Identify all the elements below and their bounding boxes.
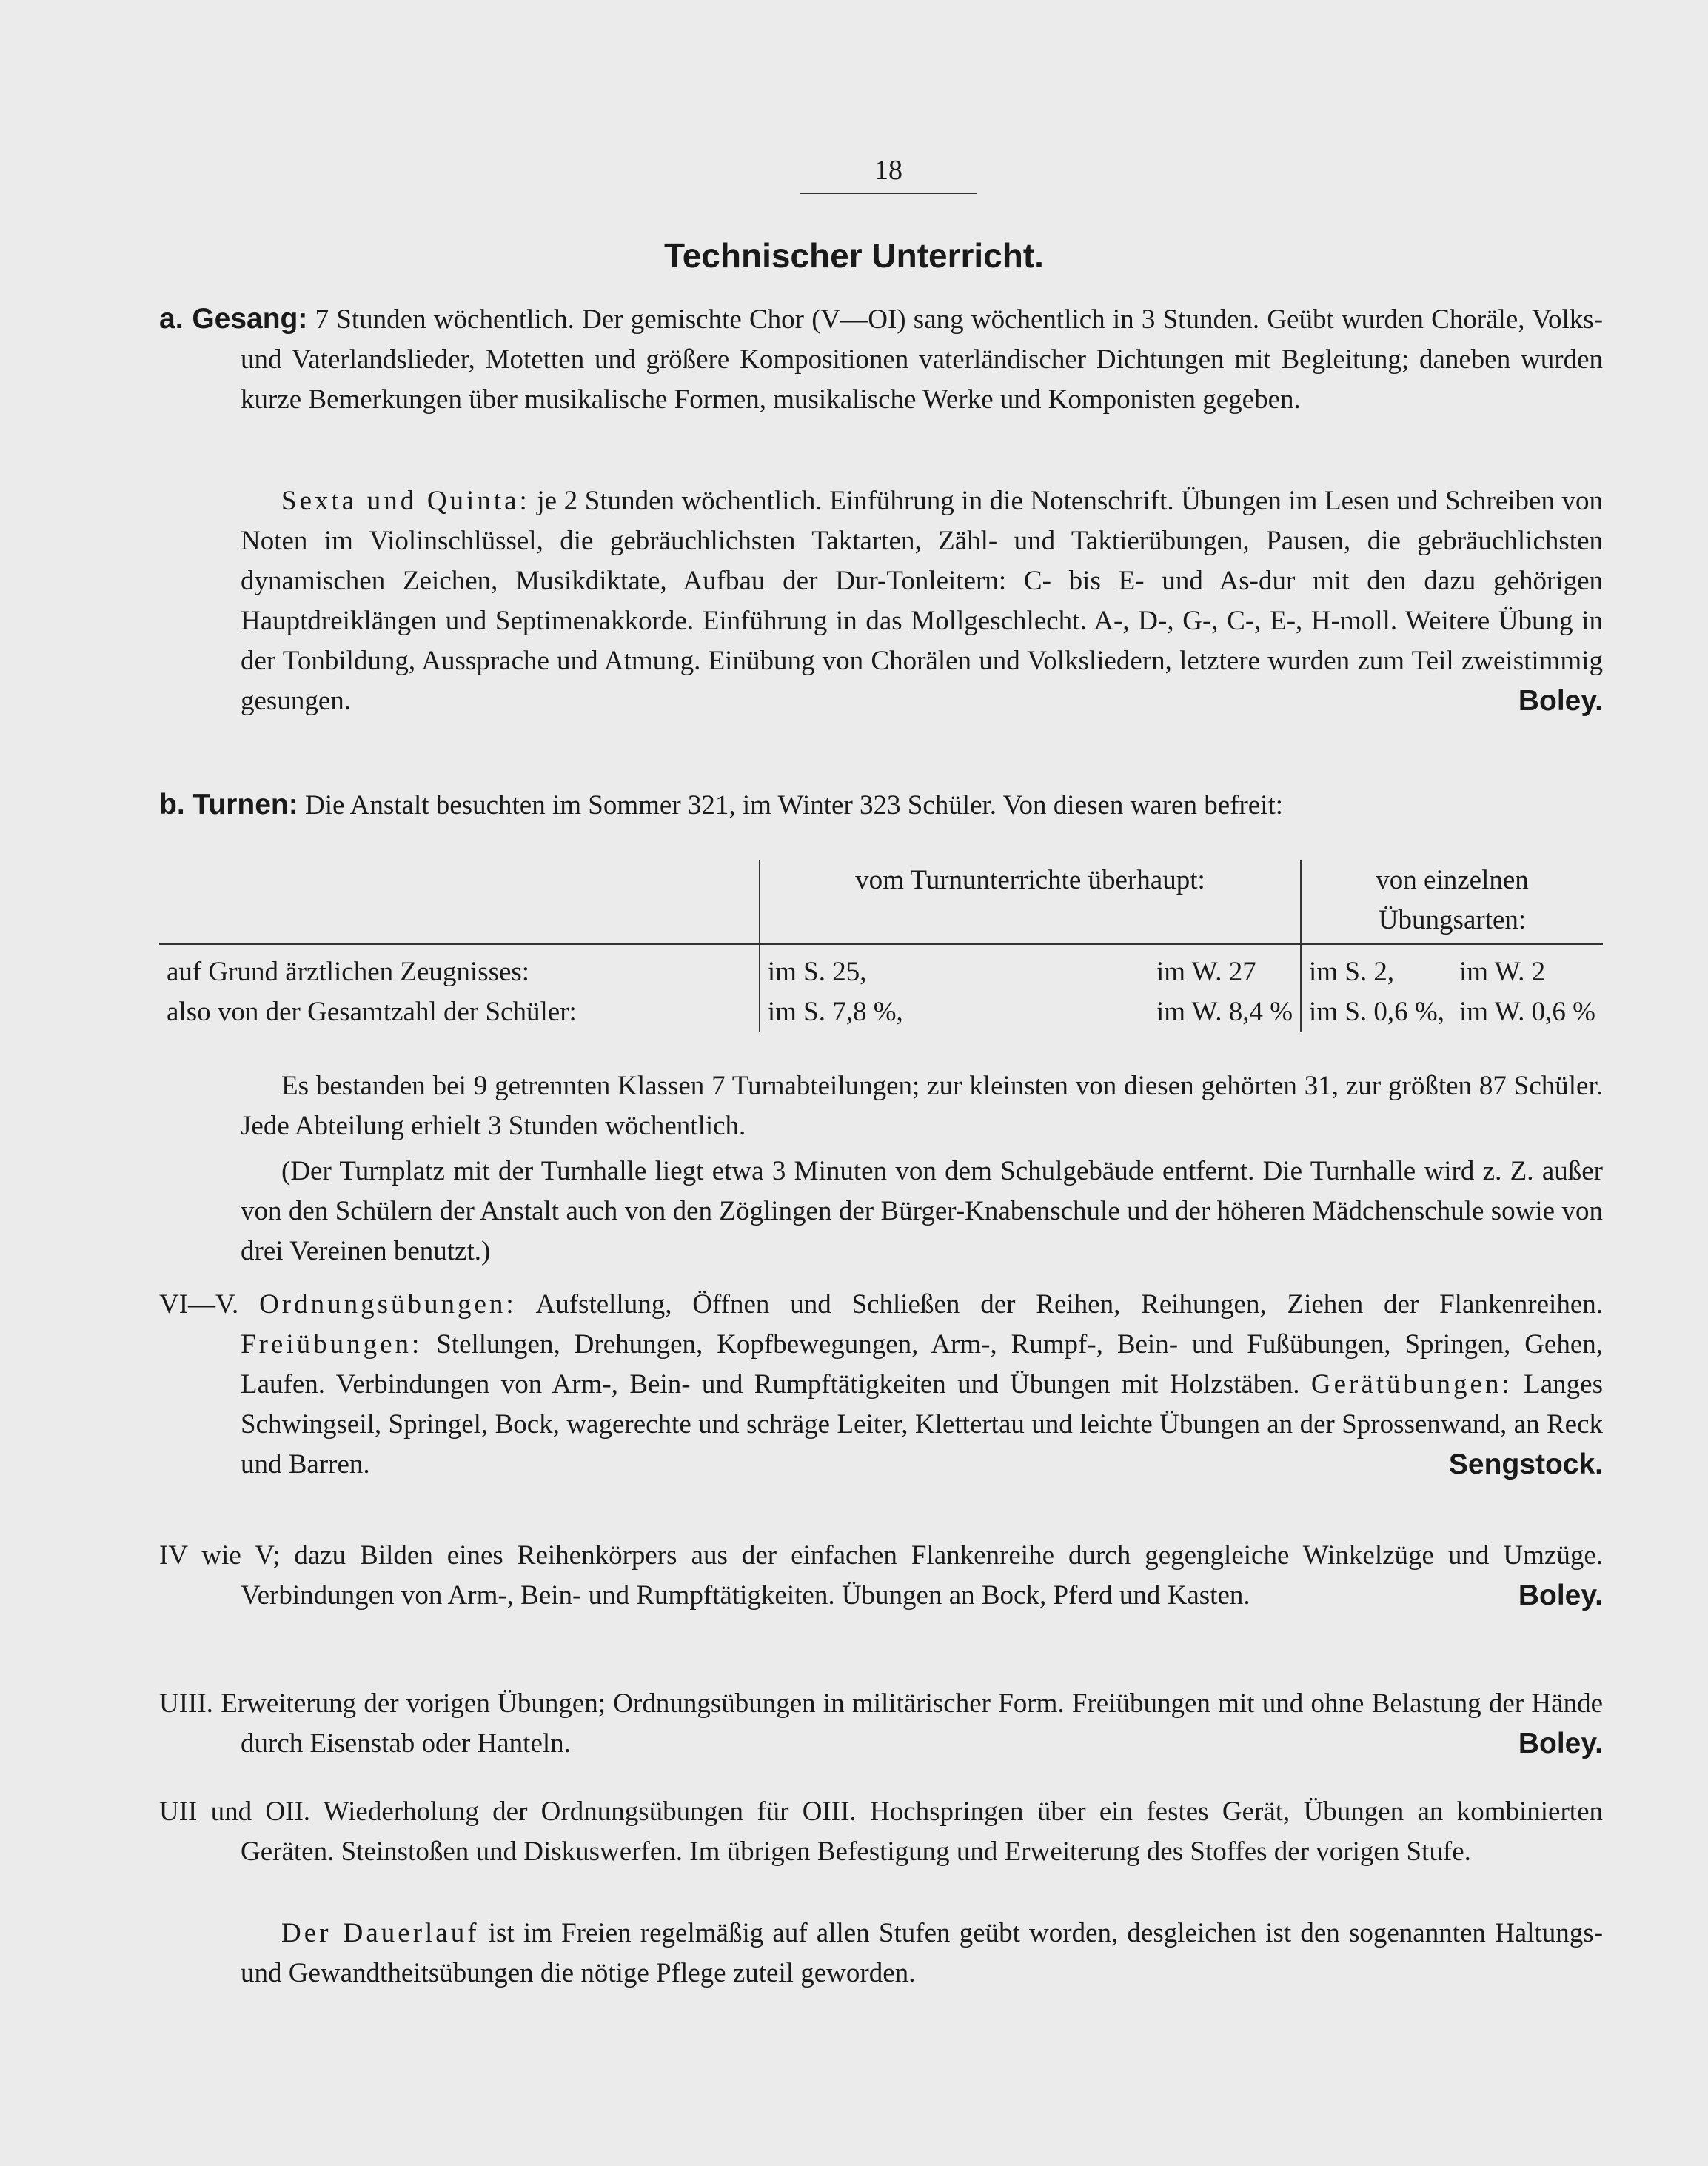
dauerlauf-paragraph (241, 1913, 1603, 1993)
dauerlauf-text: ist im Freien regelmäßig auf allen Stufen geübt worden, desgleichen ist den sogenannten Haltungs- und Gewandtheitsübungen die nötige Pflege zuteil geworden. (241, 1918, 1604, 1988)
cell-winter-einzeln: im W. 2 (1459, 957, 1546, 987)
iv-paragraph (159, 1536, 1603, 1616)
turnplatz-paragraph: (Der Turnplatz mit der Turnhalle liegt etwa 3 Minuten von dem Schulgebäude entfernt. Die Turnhalle wird z. Z. außer von den Schülern der Anstalt auch von den Zöglingen der Bürger-Knabenschule und der höheren Mädchenschule sowie von drei Vereinen benutzt.) (241, 1156, 1603, 1266)
turnen-paragraph (159, 785, 1603, 826)
uiii-text: Erweiterung der vorigen Übungen; Ordnungsübungen in militärischer Form. Freiübungen mit und ohne Belastung der Hände durch Eisenstab oder Hanteln. (221, 1688, 1603, 1759)
vi-v-signature: Sengstock. (1448, 1448, 1603, 1480)
cell-sommer-gesamt: im S. 25, (760, 944, 1149, 992)
table-row (159, 944, 1603, 992)
klassen-paragraph: Es bestanden bei 9 getrennten Klassen 7 Turnabteilungen; zur kleinsten von diesen gehörten 31, zur größten 87 Schüler. Jede Abteilung erhielt 3 Stunden wöchentlich. (241, 1071, 1603, 1141)
befreiung-table (159, 860, 1603, 1032)
frei-text: Stellungen, Drehungen, Kopfbewegungen, Arm-, Rumpf-, Bein- und Fußübungen, Springen, Gehen, Laufen. Verbindungen von Arm-, Bein- und Rumpftätigkeiten und Übungen mit Holzstäben. (241, 1329, 1604, 1400)
row-label: also von der Gesamtzahl der Schüler: (167, 997, 577, 1027)
uiii-label: UIII. (159, 1688, 213, 1719)
cell-winter-gesamt: im W. 27 (1156, 957, 1256, 987)
uiii-signature: Boley. (1518, 1728, 1603, 1759)
gesang-paragraph (159, 299, 1603, 420)
header-turnunterricht: vom Turnunterrichte überhaupt: (760, 860, 1301, 944)
turnen-heading: b. Turnen: (159, 789, 298, 820)
cell-winter-einzeln: im W. 0,6 % (1459, 997, 1595, 1027)
cell-sommer-einzeln: im S. 2, (1301, 944, 1452, 992)
sexta-quinta-text: je 2 Stunden wöchentlich. Einführung in die Notenschrift. Übungen im Lesen und Schreiben von Noten im Violinschlüssel, die gebräuchlichsten Taktarten, Zähl- und Taktierübungen, Pausen, die gebräuchlichsten dynamischen Zeichen, Musikdiktate, Aufbau der Dur-Tonleitern: C- bis E- und As-dur mit den dazu gehörigen Hauptdreiklängen und Septimenakkorde. Einführung in das Mollgeschlecht. A-, D-, G-, C-, E-, H-moll. Weitere Übung in der Tonbildung, Aussprache und Atmung. Einübung von Chorälen und Volksliedern, letztere wurden zum Teil zweistimmig gesungen. (241, 486, 1604, 716)
iv-label: IV (159, 1540, 188, 1571)
iv-text: wie V; dazu Bilden eines Reihenkörpers aus der einfachen Flankenreihe durch gegengleiche Winkelzüge und Umzüge. Verbindungen von Arm-, Bein- und Rumpftätigkeiten. Übungen an Bock, Pferd und Kasten. (201, 1540, 1603, 1611)
geraet-text: Langes Schwingseil, Springel, Bock, wagerechte und schräge Leiter, Klettertau und leichte Übungen an der Sprossenwand, an Reck und Barren. (241, 1369, 1603, 1480)
ordnung-label: Ordnungsübungen: (259, 1289, 517, 1320)
geraet-label: Gerätübungen: (1310, 1369, 1513, 1400)
table-row (159, 992, 1603, 1032)
sexta-quinta-label: Sexta und Quinta: (281, 486, 530, 516)
section-title: Technischer Unterricht. (664, 236, 1044, 275)
cell-sommer-einzeln: im S. 0,6 %, (1301, 992, 1452, 1032)
turnen-intro: Die Anstalt besuchten im Sommer 321, im Winter 323 Schüler. Von diesen waren befreit: (305, 790, 1284, 820)
vi-v-label: VI—V. (159, 1289, 239, 1320)
sexta-quinta-paragraph (241, 481, 1603, 721)
gesang-heading: a. Gesang: (159, 303, 308, 335)
uii-paragraph (159, 1792, 1603, 1872)
dauerlauf-label: Der Dauerlauf (281, 1918, 480, 1948)
iv-signature: Boley. (1518, 1580, 1603, 1611)
page-number: 18 (800, 154, 977, 194)
table-header-row (159, 860, 1603, 944)
vi-v-paragraph (159, 1285, 1603, 1485)
cell-winter-gesamt: im W. 8,4 % (1156, 997, 1293, 1027)
uii-label: UII und OII. (159, 1796, 311, 1827)
uii-text: Wiederholung der Ordnungsübungen für OIII. Hochspringen über ein festes Gerät, Übungen an kombinierten Geräten. Steinstoßen und Diskuswerfen. Im übrigen Befestigung und Erweiterung des Stoffes der vorigen Stufe. (241, 1796, 1603, 1867)
frei-label: Freiübungen: (241, 1329, 423, 1360)
ordnung-text: Aufstellung, Öffnen und Schließen der Reihen, Reihungen, Ziehen der Flankenreihen. (535, 1289, 1603, 1320)
gesang-text: 7 Stunden wöchentlich. Der gemischte Chor (V—OI) sang wöchentlich in 3 Stunden. Geübt wurden Choräle, Volks- und Vaterlandslieder, Motetten und größere Kompositionen vaterländischer Dichtungen mit Begleitung; daneben wurden kurze Bemerkungen über musikalische Formen, musikalische Werke und Komponisten gegeben. (241, 304, 1604, 415)
cell-sommer-gesamt: im S. 7,8 %, (760, 992, 1149, 1032)
row-label: auf Grund ärztlichen Zeugnisses: (167, 957, 530, 987)
gesang-signature: Boley. (1518, 685, 1603, 717)
uiii-paragraph (159, 1684, 1603, 1764)
header-uebungsarten: von einzelnen Übungsarten: (1301, 860, 1603, 944)
